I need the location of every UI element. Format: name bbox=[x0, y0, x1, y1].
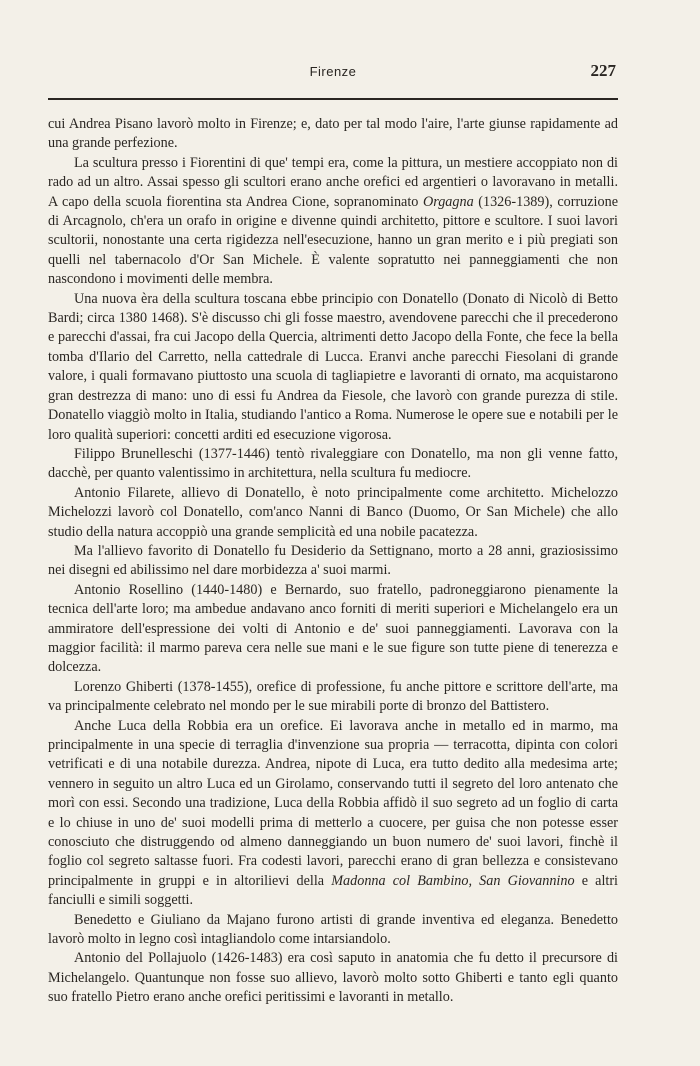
running-header bbox=[50, 61, 616, 86]
paragraph bbox=[48, 949, 618, 1007]
paragraph bbox=[48, 290, 618, 445]
paragraph-text: Anche Luca della Robbia era un orefice. Ei lavorava anche in metallo ed in marmo, ma principalmente in una specie di terraglia d'invenzione sua propria — terracotta, dipinta con colori vetrificati e di una notabile durezza. Andrea, nipote di Luca, era tutto dedito alla medesima arte; vennero in seguito un altro Luca ed un Girolamo, conservando tutti il segreto del loro antenato che morì con essi. Secondo una tradizione, Luca della Robbia affidò il suo segreto ad un foglio di carta e lo chiuse in uno de' suoi modelli prima di metterlo a cuocere, per guisa che non potesse esser conosciuto che distruggendo od almeno danneggiando un buon numero de' suoi lavori, finchè il foglio col segreto saltasse fuori. Fra codesti lavori, parecchi erano di gran bellezza e consistevano principalmente in gruppi e in altorilievi della bbox=[48, 717, 618, 889]
paragraph-text: Ma l'allievo favorito di Donatello fu Desiderio da Settignano, morto a 28 anni, graziosissimo nei disegni ed abilissimo nel dare morbidezza a' suoi marmi. bbox=[48, 542, 618, 579]
italic-artwork-title: Madonna col Bambino, San Giovannino bbox=[331, 872, 575, 889]
paragraph-text: Una nuova èra della scultura toscana ebbe principio con Donatello (Donato di Nicolò di Betto Bardi; circa 1380 1468). S'è discusso chi gli fosse maestro, avendovene parecchi che il precederono e parecchi d'assai, fra cui Jacopo della Quercia, altrimenti detto Jacopo della Fonte, che fece la bella tomba d'Ilario del Carretto, nella cattedrale di Lucca. Eranvi anche parecchi Fiesolani di grande valore, i quali formavano piuttosto una scuola di tagliapietre e lavoranti di ornato, ma acquistarono gran destrezza di mano: uno di essi fu Andrea da Fiesole, che lavorò con grande purezza di stile. Donatello viaggiò molto in Italia, studiando l'antico a Roma. Numerose le opere sue e notabili per le loro qualità superiori: concetti arditi ed esecuzione vigorosa. bbox=[48, 290, 618, 443]
paragraph-text: Benedetto e Giuliano da Majano furono artisti di grande inventiva ed eleganza. Benedetto lavorò molto in legno così intagliandolo come intarsiandolo. bbox=[48, 911, 618, 948]
paragraph bbox=[48, 717, 618, 911]
paragraph bbox=[48, 581, 618, 678]
paragraph bbox=[48, 445, 618, 484]
paragraph bbox=[48, 542, 618, 581]
paragraph bbox=[48, 911, 618, 950]
italic-name-orgagna: Orgagna bbox=[422, 193, 474, 210]
paragraph-text: La scultura presso i Fiorentini di que' tempi era, come la pittura, un mestiere accoppiato non di rado ad un altro. Assai spesso gli scultori erano anche orefici ed argentieri o lavoravano in metalli. A capo della scuola fiorentina sta Andrea Cione, sopranominato bbox=[48, 154, 618, 210]
running-title: Firenze bbox=[309, 64, 357, 79]
body-text bbox=[48, 115, 618, 1008]
paragraph bbox=[48, 154, 618, 290]
header-rule bbox=[48, 98, 618, 100]
paragraph bbox=[48, 484, 618, 542]
paragraph bbox=[48, 678, 618, 717]
paragraph bbox=[48, 115, 618, 154]
paragraph-text: Antonio Rosellino (1440-1480) e Bernardo, suo fratello, padroneggiarono pienamente la tecnica dell'arte loro; ma ambedue andavano anco forniti di meriti superiori e Michelangelo era un ammiratore dell'espressione dei volti di Antonio e de' suoi panneggiamenti. Lavorava con la maggior facilità: il marmo pareva cera nelle sue mani e le sue figure son tutte piene di tenerezza e dolcezza. bbox=[48, 581, 618, 676]
paragraph-text: (1326-1389), corruzione di Arcagnolo, ch'era un orafo in origine e divenne quindi architetto, pittore e scultore. I suoi lavori scultorii, nonostante una certa rigidezza nell'esecuzione, hanno un gran merito e i più pregiati son quelli nel tabernacolo d'Or San Michele. È valente sopratutto nei panneggiamenti che non nascondono i movimenti delle membra. bbox=[48, 193, 618, 288]
page-number: 227 bbox=[590, 61, 616, 80]
paragraph-text: cui Andrea Pisano lavorò molto in Firenze; e, dato per tal modo l'aire, l'arte giunse rapidamente ad una grande perfezione. bbox=[48, 116, 618, 152]
paragraph-text: Antonio Filarete, allievo di Donatello, è noto principalmente come architetto. Michelozzo Michelozzi lavorò col Donatello, com'anco Nanni di Banco (Duomo, Or San Michele) che allo studio della natura accoppiò una grande semplicità ed una nobile pacatezza. bbox=[48, 484, 618, 540]
paragraph-text: Filippo Brunelleschi (1377-1446) tentò rivaleggiare con Donatello, ma non gli venne fatto, dacchè, per quanto valentissimo in architettura, nella scultura fu mediocre. bbox=[48, 445, 618, 482]
paragraph-text: Lorenzo Ghiberti (1378-1455), orefice di professione, fu anche pittore e scrittore dell'arte, ma va principalmente celebrato nel mondo per le sue mirabili porte di bronzo del Battistero. bbox=[48, 678, 618, 715]
paragraph-text: Antonio del Pollajuolo (1426-1483) era così saputo in anatomia che fu detto il precursore di Michelangelo. Quantunque non fosse suo allievo, lavorò molto sotto Ghiberti e tanto egli quanto suo fratello Pietro erano anche orefici peritissimi e lavoranti in metallo. bbox=[48, 950, 618, 1006]
paragraph-text: e altri fanciulli e simili soggetti. bbox=[48, 872, 618, 909]
